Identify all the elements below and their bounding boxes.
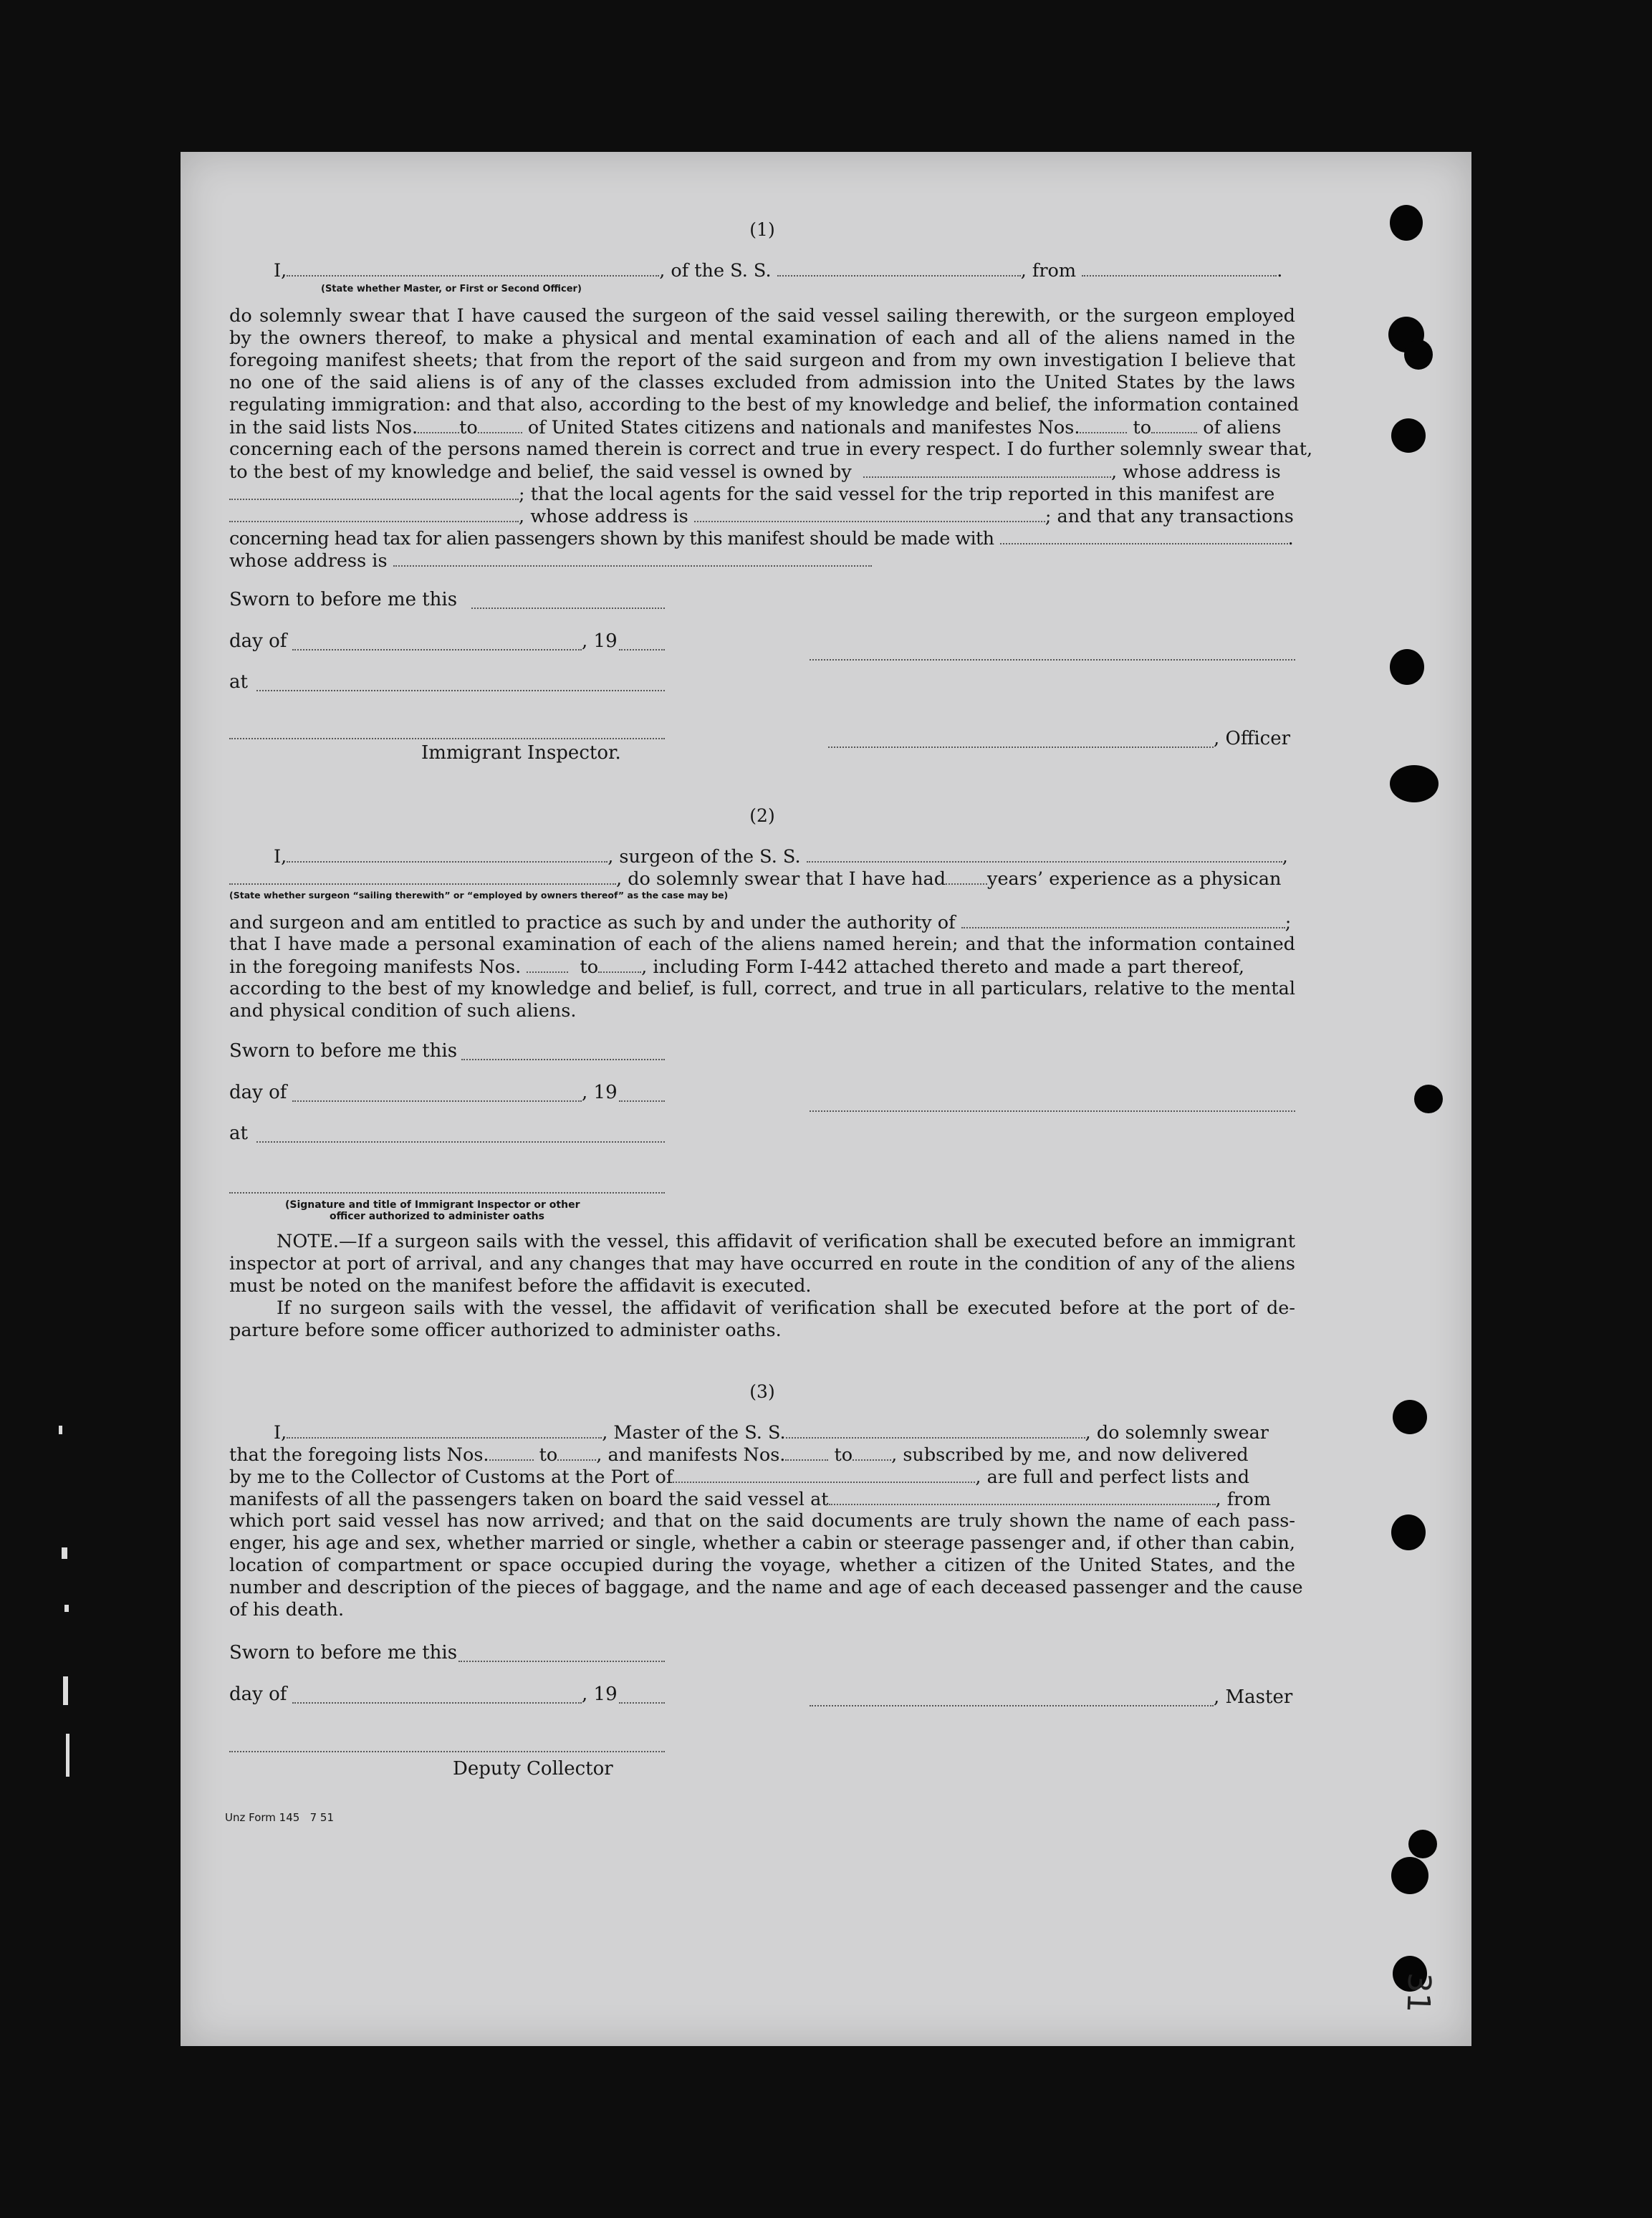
punch-hole	[1408, 1830, 1437, 1858]
text: , from	[1020, 260, 1077, 282]
s3-para-line: location of compartment or space occupied during the voyage, whether a citizen of the United States, and the	[229, 1555, 1295, 1576]
text: .	[1287, 528, 1294, 549]
s3-line-1	[229, 1421, 1295, 1444]
blank-month[interactable]	[292, 1702, 582, 1704]
punch-hole	[1414, 1085, 1443, 1113]
blank-ship-name[interactable]	[786, 1421, 1085, 1439]
punch-hole	[1390, 205, 1423, 241]
s1-para-line	[229, 483, 1295, 506]
text: in the foregoing manifests Nos.	[229, 956, 522, 978]
text: I,	[274, 846, 287, 868]
day-of-label: day of	[229, 1684, 287, 1705]
deputy-collector-label: Deputy Collector	[453, 1758, 613, 1780]
text: of aliens	[1203, 417, 1282, 438]
punch-hole	[1390, 765, 1439, 802]
year-prefix: , 19	[582, 1684, 618, 1705]
blank-ship-name[interactable]	[777, 259, 1021, 277]
text: by me to the Collector of Customs at the Port of	[229, 1466, 673, 1488]
blank-surgeon-signature[interactable]	[810, 1110, 1295, 1112]
text: to	[834, 1444, 853, 1466]
edge-speck	[63, 1676, 68, 1705]
s1-para-line	[229, 461, 1295, 484]
blank-owner-address[interactable]	[229, 483, 519, 500]
blank-officer-signature[interactable]	[828, 746, 1214, 748]
note-line	[229, 1231, 1295, 1253]
text: in the said lists Nos.	[229, 417, 418, 438]
s3-line-3	[229, 1466, 1295, 1489]
s2-surgeon-note: (State whether surgeon “sailing therewith” or “employed by owners thereof” as the case may be)	[229, 890, 729, 901]
s2-line-2	[229, 868, 1295, 890]
text: , whose address is	[519, 506, 688, 527]
at-label: at	[229, 671, 248, 693]
blank-manifest-no-from[interactable]	[1080, 416, 1127, 433]
text: ; that the local agents for the said vessel for the trip reported in this manifest are	[519, 484, 1275, 505]
text: to	[1133, 417, 1152, 438]
blank-local-agents[interactable]	[229, 505, 519, 522]
text: , of the S. S.	[659, 260, 772, 282]
blank-sworn-date[interactable]	[471, 608, 665, 609]
blank-port[interactable]	[673, 1466, 975, 1483]
s1-para-line	[229, 416, 1295, 439]
text: , Master of the S. S.	[602, 1422, 786, 1444]
blank-sworn-date[interactable]	[458, 1661, 665, 1662]
day-of-label: day of	[229, 630, 287, 652]
s1-para-line	[229, 505, 1295, 528]
blank-year[interactable]	[619, 649, 665, 650]
blank-master-name[interactable]	[287, 1421, 602, 1439]
note-line: inspector at port of arrival, and any changes that may have occurred en route in the condition of any of the aliens	[229, 1253, 1295, 1274]
blank-inspector-signature[interactable]	[229, 738, 665, 739]
s3-line-4	[229, 1488, 1295, 1511]
blank-list-no-to[interactable]	[557, 1444, 596, 1461]
blank-inspector-signature[interactable]	[229, 1192, 665, 1194]
text: , including Form I-442 attached thereto and made a part thereof,	[641, 956, 1244, 978]
immigrant-inspector-label: Immigrant Inspector.	[421, 742, 621, 764]
blank-place[interactable]	[256, 1141, 665, 1143]
section-number: (2)	[749, 805, 775, 826]
text: , from	[1215, 1489, 1271, 1510]
text: years’ experience as a physican	[987, 868, 1282, 890]
text: , are full and perfect lists and	[975, 1466, 1250, 1488]
text: and surgeon and am entitled to practice as such by and under the authority of	[229, 912, 956, 933]
text: , and manifests Nos.	[596, 1444, 786, 1466]
text: , subscribed by me, and now delivered	[891, 1444, 1249, 1466]
blank-month[interactable]	[292, 1100, 582, 1102]
s3-para-line: which port said vessel has now arrived; and that on the said documents are truly shown the name of each pass-	[229, 1510, 1295, 1532]
blank-year[interactable]	[619, 1702, 665, 1704]
text: to the best of my knowledge and belief, the said vessel is owned by	[229, 461, 852, 483]
text: I,	[274, 1422, 287, 1444]
day-of-label: day of	[229, 1082, 287, 1103]
s2-para-line	[229, 911, 1295, 934]
s1-para-line: do solemnly swear that I have caused the surgeon of the said vessel sailing therewith, or the surgeon employed	[229, 305, 1295, 327]
blank-manifest-no-to[interactable]	[1151, 416, 1197, 433]
s1-para-line: no one of the said aliens is of any of the classes excluded from admission into the United States by the laws	[229, 372, 1295, 393]
blank-embarkation-port[interactable]	[829, 1488, 1216, 1505]
s1-para-line: concerning each of the persons named therein is correct and true in every respect. I do further solemnly swear that,	[229, 438, 1313, 460]
text: .	[1277, 260, 1283, 282]
blank-manifest-no-to[interactable]	[598, 956, 641, 973]
form-number: Unz Form 145 7 51	[225, 1811, 335, 1824]
blank-surgeon-status[interactable]	[229, 868, 616, 885]
blank-manifest-no-from[interactable]	[785, 1444, 828, 1461]
blank-ship-name[interactable]	[807, 845, 1282, 863]
s2-para-line	[229, 956, 1295, 979]
text: ;	[1284, 912, 1292, 933]
edge-speck	[62, 1547, 67, 1559]
text: whose address is	[229, 550, 388, 572]
blank-agents-address[interactable]	[694, 505, 1045, 522]
blank-manifest-no-to[interactable]	[853, 1444, 891, 1461]
punch-hole	[1390, 649, 1424, 685]
s1-para-line: regulating immigration: and that also, according to the best of my knowledge and belief, the information contained	[229, 394, 1300, 416]
sworn-label: Sworn to before me this	[229, 589, 458, 610]
s1-para-line	[229, 527, 1295, 550]
s1-officer-note: (State whether Master, or First or Second Officer)	[321, 284, 582, 294]
s1-para-line	[229, 549, 1295, 572]
s2-para-line: that I have made a personal examination of each of the aliens named herein; and that the information contained	[229, 933, 1295, 955]
text: , whose address is	[1110, 461, 1281, 483]
s1-line-1	[229, 259, 1295, 282]
note-line: parture before some officer authorized to administer oaths.	[229, 1320, 782, 1341]
year-prefix: , 19	[582, 630, 618, 652]
sworn-label: Sworn to before me this	[229, 1040, 458, 1062]
year-prefix: , 19	[582, 1082, 618, 1103]
s2-line-1	[229, 845, 1295, 868]
punch-hole	[1391, 418, 1426, 453]
blank-master-signature[interactable]	[810, 1705, 1214, 1706]
edge-speck	[64, 1605, 69, 1612]
blank-list-no-from[interactable]	[418, 416, 459, 433]
blank-deputy-signature[interactable]	[229, 1751, 665, 1752]
officer-label: , Officer	[1214, 728, 1291, 749]
master-label: , Master	[1214, 1686, 1293, 1708]
text: I,	[274, 260, 287, 282]
blank-manifest-no-from[interactable]	[527, 956, 568, 973]
s3-para-line: enger, his age and sex, whether married or single, whether a cabin or steerage passenger and, if other than cabin,	[229, 1532, 1295, 1554]
text: ,	[1282, 846, 1288, 868]
text: to	[539, 1444, 558, 1466]
text: to	[459, 417, 478, 438]
blank-from-port[interactable]	[1082, 259, 1277, 277]
blank-list-no-to[interactable]	[478, 416, 522, 433]
blank-officer-signature-top[interactable]	[810, 659, 1295, 661]
s1-para-line: by the owners thereof, to make a physical and mental examination of each and all of the aliens named in the	[229, 327, 1295, 349]
s3-para-line: number and description of the pieces of baggage, and the name and age of each deceased passenger and the cause	[229, 1577, 1303, 1598]
text: that the foregoing lists Nos.	[229, 1444, 489, 1466]
section-number: (1)	[749, 219, 775, 240]
note-line: must be noted on the manifest before the affidavit is executed.	[229, 1275, 812, 1297]
text: , do solemnly swear that I have had	[616, 868, 946, 890]
text: , do solemnly swear	[1085, 1422, 1269, 1444]
text: NOTE.—If a surgeon sails with the vessel, this affidavit of verification shall be executed before an immigrant	[277, 1231, 1295, 1252]
punch-hole	[1404, 340, 1433, 370]
s2-para-line: according to the best of my knowledge and belief, is full, correct, and true in all particulars, relative to the mental	[229, 978, 1295, 999]
blank-officer-title[interactable]	[287, 259, 659, 277]
blank-owner[interactable]	[863, 461, 1111, 478]
s2-para-line: and physical condition of such aliens.	[229, 1000, 577, 1022]
signature-caption-line-1: (Signature and title of Immigrant Inspector or other	[285, 1199, 580, 1211]
edge-speck	[66, 1734, 69, 1777]
at-label: at	[229, 1123, 248, 1144]
note-line	[229, 1297, 1295, 1320]
text: If no surgeon sails with the vessel, the affidavit of verification shall be executed before at the port of de-	[277, 1297, 1295, 1319]
text: concerning head tax for alien passengers shown by this manifest should be made with	[229, 528, 994, 549]
s3-para-line: of his death.	[229, 1599, 345, 1621]
text: ; and that any transactions	[1044, 506, 1294, 527]
blank-sworn-date[interactable]	[461, 1059, 665, 1060]
blank-years-experience[interactable]	[946, 868, 987, 885]
blank-head-tax-party[interactable]	[1000, 527, 1288, 544]
punch-hole	[1391, 1514, 1426, 1550]
s3-line-2	[229, 1444, 1295, 1466]
punch-hole	[1391, 1857, 1428, 1894]
blank-list-no-from[interactable]	[489, 1444, 534, 1461]
text: manifests of all the passengers taken on board the said vessel at	[229, 1489, 829, 1510]
blank-surgeon-name[interactable]	[287, 845, 608, 863]
text: of United States citizens and nationals and manifestes Nos.	[527, 417, 1080, 438]
handwritten-page-number: 31	[1399, 1972, 1438, 2014]
text: to	[580, 956, 599, 978]
signature-caption-line-2: officer authorized to administer oaths	[330, 1211, 544, 1222]
text: , surgeon of the S. S.	[608, 846, 801, 868]
blank-month[interactable]	[292, 649, 582, 650]
blank-authority[interactable]	[961, 911, 1285, 928]
s1-para-line: foregoing manifest sheets; that from the report of the said surgeon and from my own investigation I believe that	[229, 350, 1295, 371]
blank-year[interactable]	[619, 1100, 665, 1102]
edge-speck	[59, 1426, 62, 1434]
sworn-label: Sworn to before me this	[229, 1642, 458, 1664]
section-number: (3)	[749, 1381, 775, 1402]
punch-hole	[1393, 1400, 1427, 1434]
blank-place[interactable]	[256, 690, 665, 691]
blank-head-tax-address[interactable]	[393, 549, 872, 567]
